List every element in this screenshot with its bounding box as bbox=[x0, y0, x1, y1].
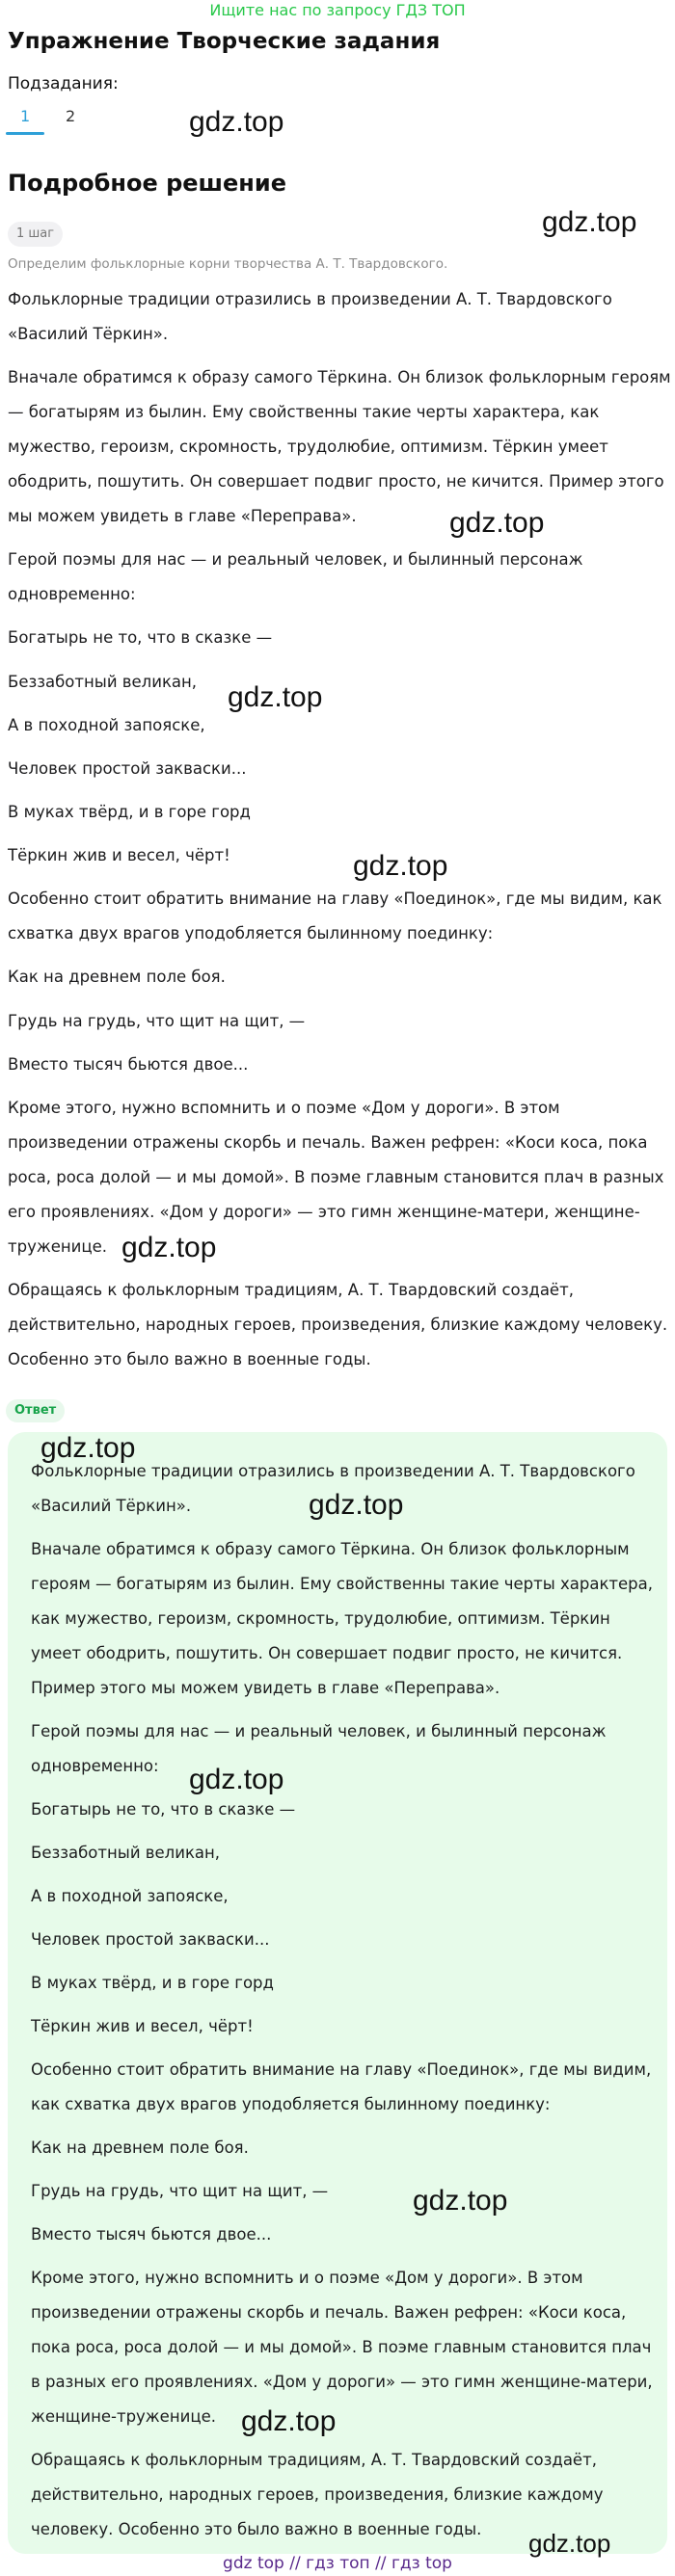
solution-line: труженице. bbox=[8, 1237, 108, 1256]
footer-link-gdz-top-ru[interactable]: гдз топ bbox=[306, 2554, 370, 2573]
solution-line: его проявлениях. «Дом у дороги» — это гимн женщине-матери, женщине- bbox=[8, 1203, 640, 1221]
answer-line: одновременно: bbox=[31, 1757, 159, 1775]
watermark: gdz.top bbox=[189, 1764, 284, 1795]
answer-line: Вначале обратимся к образу самого Тёркина. Он близок фольклорным bbox=[31, 1540, 630, 1558]
answer-line: пока роса, роса долой — и мы домой». В поэме главным становится плач bbox=[31, 2338, 652, 2356]
subtasks-label: Подзадания: bbox=[8, 74, 119, 93]
solution-line: действительно, народных героев, произведения, близкие каждому человеку. bbox=[8, 1315, 668, 1334]
step-hint: Определим фольклорные корни творчества А. Т. Твардовского. bbox=[8, 256, 448, 272]
solution-title: Подробное решение bbox=[8, 170, 286, 197]
subtask-tab-1[interactable]: 1 bbox=[20, 107, 31, 125]
footer-link-gdz-top-mixed[interactable]: гдз top bbox=[391, 2554, 452, 2573]
subtask-tab-2[interactable]: 2 bbox=[66, 107, 76, 125]
watermark: gdz.top bbox=[228, 681, 323, 713]
solution-line: произведении отражены скорбь и печаль. Важен рефрен: «Коси коса, пока bbox=[8, 1133, 648, 1152]
watermark: gdz.top bbox=[189, 106, 284, 138]
answer-line: Обращаясь к фольклорным традициям, А. Т. Твардовский создаёт, bbox=[31, 2451, 597, 2469]
solution-line: Грудь на грудь, что щит на щит, — bbox=[8, 1012, 306, 1030]
answer-line: как мужество, героизм, скромность, трудолюбие, оптимизм. Тёркин bbox=[31, 1609, 610, 1628]
solution-line: Как на древнем поле боя. bbox=[8, 968, 226, 986]
solution-line: Особенно это было важно в военные годы. bbox=[8, 1350, 371, 1368]
solution-line: «Василий Тёркин». bbox=[8, 325, 169, 343]
answer-line: Грудь на грудь, что щит на щит, — bbox=[31, 2182, 329, 2200]
solution-line: схватка двух врагов уподобляется былинному поединку: bbox=[8, 924, 494, 943]
answer-line: как схватка двух врагов уподобляется былинному поединку: bbox=[31, 2095, 551, 2113]
top-banner: Ищите нас по запросу ГДЗ ТОП bbox=[209, 1, 466, 19]
answer-line: Человек простой закваски... bbox=[31, 1930, 270, 1949]
solution-line: Беззаботный великан, bbox=[8, 673, 198, 691]
watermark: gdz.top bbox=[542, 206, 637, 238]
footer-link-gdz-top[interactable]: gdz top bbox=[223, 2554, 284, 2573]
watermark: gdz.top bbox=[122, 1232, 217, 1263]
solution-line: — богатырям из былин. Ему свойственны такие черты характера, как bbox=[8, 403, 600, 421]
answer-line: героям — богатырям из былин. Ему свойственны такие черты характера, bbox=[31, 1575, 654, 1593]
answer-line: А в походной запояске, bbox=[31, 1887, 229, 1905]
watermark: gdz.top bbox=[309, 1489, 404, 1521]
solution-line: А в походной запояске, bbox=[8, 716, 205, 734]
solution-line: ободрить, пошутить. Он совершает подвиг просто, не кичится. Пример этого bbox=[8, 472, 664, 491]
answer-line: Как на древнем поле боя. bbox=[31, 2138, 249, 2157]
answer-line: Герой поэмы для нас — и реальный человек, и былинный персонаж bbox=[31, 1722, 607, 1740]
watermark: gdz.top bbox=[40, 1432, 136, 1464]
solution-line: Фольклорные традиции отразились в произведении А. Т. Твардовского bbox=[8, 290, 612, 308]
footer-separator: // bbox=[289, 2554, 301, 2573]
solution-line: Вместо тысяч бьются двое... bbox=[8, 1055, 249, 1074]
watermark: gdz.top bbox=[449, 507, 545, 539]
answer-line: произведении отражены скорбь и печаль. Важен рефрен: «Коси коса, bbox=[31, 2303, 627, 2322]
answer-line: «Василий Тёркин». bbox=[31, 1497, 192, 1515]
solution-line: одновременно: bbox=[8, 585, 136, 603]
footer-links bbox=[0, 2553, 675, 2574]
watermark: gdz.top bbox=[241, 2405, 337, 2437]
answer-line: Фольклорные традиции отразились в произведении А. Т. Твардовского bbox=[31, 1462, 635, 1480]
solution-line: Вначале обратимся к образу самого Тёркина. Он близок фольклорным героям bbox=[8, 368, 671, 386]
solution-line: В муках твёрд, и в горе горд bbox=[8, 803, 251, 821]
solution-line: Особенно стоит обратить внимание на главу «Поединок», где мы видим, как bbox=[8, 890, 662, 908]
solution-line: Человек простой закваски... bbox=[8, 759, 247, 778]
active-tab-indicator bbox=[6, 132, 44, 135]
answer-line: Пример этого мы можем увидеть в главе «Переправа». bbox=[31, 1679, 500, 1697]
answer-line: Богатырь не то, что в сказке — bbox=[31, 1800, 296, 1819]
answer-line: человеку. Особенно это было важно в военные годы. bbox=[31, 2520, 482, 2538]
answer-line: в разных его проявлениях. «Дом у дороги» — это гимн женщине-матери, bbox=[31, 2373, 653, 2391]
answer-line: женщине-труженице. bbox=[31, 2407, 216, 2426]
solution-line: Богатырь не то, что в сказке — bbox=[8, 628, 273, 647]
solution-line: роса, роса долой — и мы домой». В поэме главным становится плач в разных bbox=[8, 1168, 664, 1186]
answer-line: Беззаботный великан, bbox=[31, 1844, 221, 1862]
solution-line: мы можем увидеть в главе «Переправа». bbox=[8, 507, 357, 525]
answer-line: Тёркин жив и весел, чёрт! bbox=[31, 2017, 254, 2035]
watermark: gdz.top bbox=[413, 2185, 508, 2217]
page-title: Упражнение Творческие задания bbox=[8, 29, 441, 54]
solution-line: Тёркин жив и весел, чёрт! bbox=[8, 846, 230, 864]
solution-line: Герой поэмы для нас — и реальный человек, и былинный персонаж bbox=[8, 550, 583, 569]
solution-line: Обращаясь к фольклорным традициям, А. Т. Твардовский создаёт, bbox=[8, 1281, 574, 1299]
answer-line: Кроме этого, нужно вспомнить и о поэме «Дом у дороги». В этом bbox=[31, 2269, 583, 2287]
solution-line: мужество, героизм, скромность, трудолюбие, оптимизм. Тёркин умеет bbox=[8, 438, 608, 456]
answer-line: Вместо тысяч бьются двое... bbox=[31, 2225, 272, 2244]
step-badge: 1 шаг bbox=[8, 222, 63, 247]
answer-line: действительно, народных героев, произведения, близкие каждому bbox=[31, 2485, 604, 2504]
answer-line: Особенно стоит обратить внимание на главу «Поединок», где мы видим, bbox=[31, 2060, 652, 2079]
footer-separator: // bbox=[375, 2554, 387, 2573]
answer-line: В муках твёрд, и в горе горд bbox=[31, 1974, 274, 1992]
answer-line: умеет ободрить, пошутить. Он совершает подвиг просто, не кичится. bbox=[31, 1644, 623, 1662]
solution-line: Кроме этого, нужно вспомнить и о поэме «Дом у дороги». В этом bbox=[8, 1099, 560, 1117]
watermark: gdz.top bbox=[528, 2529, 611, 2558]
answer-label: Ответ bbox=[6, 1399, 65, 1422]
watermark: gdz.top bbox=[353, 850, 448, 882]
